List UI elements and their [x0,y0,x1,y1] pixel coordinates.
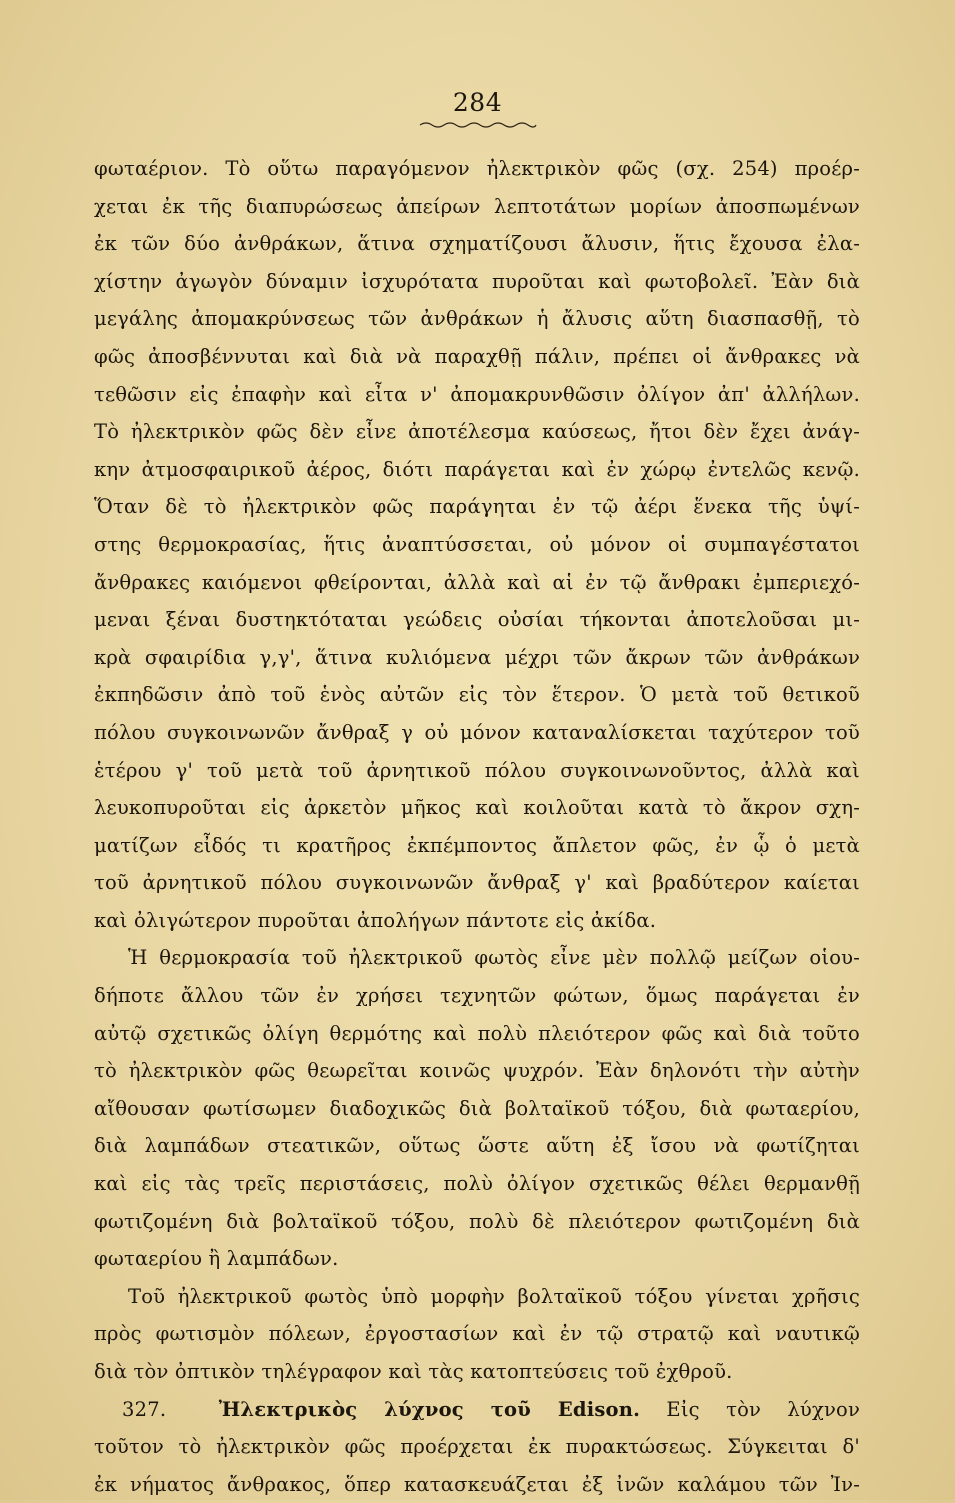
text-line: μεναι ξέναι δυστηκτόταται γεώδεις οὐσίαι τήκονται ἀποτελοῦσαι μι- [94,608,860,632]
page-number-flourish [418,121,538,129]
text-line: τοῦ ἀρνητικοῦ πόλου συγκοινωνῶν ἄνθραξ γ' καὶ βραδύτερον καίεται [94,871,860,895]
text-line: Τοῦ ἠλεκτρικοῦ φωτὸς ὑπὸ μορφὴν βολταϊκοῦ τόξου γίνεται χρῆσις [128,1284,860,1308]
text-line: Ὅταν δὲ τὸ ἠλεκτρικὸν φῶς παράγηται ἐν τῷ ἀέρι ἕνεκα τῆς ὑψί- [94,495,860,519]
text-line: χεται ἐκ τῆς διαπυρώσεως ἀπείρων λεπτοτάτων μορίων ἀποσπωμένων [94,194,860,218]
text-line: δήποτε ἄλλου τῶν ἐν χρήσει τεχνητῶν φώτων, ὅμως παράγεται ἐν [94,984,860,1008]
text-line: στης θερμοκρασίας, ἥτις ἀναπτύσσεται, οὐ μόνον οἱ συμπαγέστατοι [94,532,860,556]
section-first-line-rest: Εἰς τὸν λύχνον [666,1397,861,1421]
text-line: τοῦτον τὸ ἠλεκτρικὸν φῶς προέρχεται ἐκ πυρακτώσεως. Σύγκειται δ' [94,1435,860,1459]
text-line: καὶ ὀλιγώτερον πυροῦται ἀπολήγων πάντοτε εἰς ἀκίδα. [94,908,657,932]
section-body [94,1428,860,1503]
text-line: χίστην ἀγωγὸν δύναμιν ἰσχυρότατα πυροῦται καὶ φωτοβολεῖ. Ἐὰν διὰ [94,269,860,293]
page-number: 284 [452,88,503,117]
text-line: ἐκ νήματος ἄνθρακος, ὅπερ κατασκευάζεται ἐξ ἰνῶν καλάμου τῶν Ἰν- [94,1472,860,1496]
text-line: ἐκπηδῶσιν ἀπὸ τοῦ ἑνὸς αὐτῶν εἰς τὸν ἕτερον. Ὁ μετὰ τοῦ θετικοῦ [94,683,860,707]
page-text [94,150,860,1503]
section-number: 327. [122,1397,167,1421]
paragraph-2 [94,939,860,1277]
paragraph-3 [94,1278,860,1391]
section-heading-line [94,1391,860,1429]
text-line: κρὰ σφαιρίδια γ,γ', ἅτινα κυλιόμενα μέχρι τῶν ἄκρων τῶν ἀνθράκων [94,645,860,669]
text-line: ἐκ τῶν δύο ἀνθράκων, ἅτινα σχηματίζουσι ἄλυσιν, ἥτις ἔχουσα ἐλα- [94,232,860,256]
text-line: πρὸς φωτισμὸν πόλεων, ἐργοστασίων καὶ ἐν τῷ στρατῷ καὶ ναυτικῷ [94,1322,860,1346]
text-line: κην ἀτμοσφαιρικοῦ ἀέρος, διότι παράγεται καὶ ἐν χώρῳ ἐντελῶς κενῷ. [94,457,860,481]
text-line: φωταερίου ἢ λαμπάδων. [94,1247,339,1271]
text-line: ματίζων εἶδός τι κρατῆρος ἐκπέμποντος ἄπλετον φῶς, ἐν ᾧ ὁ μετὰ [94,833,860,857]
section-title: Ἠλεκτρικὸς λύχνος τοῦ Edison. [218,1397,641,1421]
text-line: ἄνθρακες καιόμενοι φθείρονται, ἀλλὰ καὶ αἱ ἐν τῷ ἄνθρακι ἐμπεριεχό- [94,570,860,594]
text-line: τεθῶσιν εἰς ἐπαφὴν καὶ εἶτα ν' ἀπομακρυνθῶσιν ὀλίγον ἀπ' ἀλλήλων. [94,382,860,406]
text-line: διὰ λαμπάδων στεατικῶν, οὕτως ὥστε αὕτη ἐξ ἴσου νὰ φωτίζηται [94,1134,860,1158]
text-line: διὰ τὸν ὀπτικὸν τηλέγραφον καὶ τὰς κατοπτεύσεις τοῦ ἐχθροῦ. [94,1360,733,1383]
text-line: μεγάλης ἀπομακρύνσεως τῶν ἀνθράκων ἡ ἄλυσις αὕτη διασπασθῇ, τὸ [94,307,860,331]
text-line: καὶ εἰς τὰς τρεῖς περιστάσεις, πολὺ ὀλίγον σχετικῶς θέλει θερμανθῇ [94,1172,860,1196]
text-line: λευκοπυροῦται εἰς ἀρκετὸν μῆκος καὶ κοιλοῦται κατὰ τὸ ἄκρον σχη- [94,796,860,820]
text-line: φωτιζομένη διὰ βολταϊκοῦ τόξου, πολὺ δὲ πλειότερον φωτιζομένη διὰ [94,1209,860,1233]
text-line: φωταέριον. Τὸ οὕτω παραγόμενον ἠλεκτρικὸν φῶς (σχ. 254) προέρ- [94,157,860,180]
text-line: φῶς ἀποσβέννυται καὶ διὰ νὰ παραχθῇ πάλιν, πρέπει οἱ ἄνθρακες νὰ [94,344,860,368]
text-line: ἑτέρου γ' τοῦ μετὰ τοῦ ἀρνητικοῦ πόλου συγκοινωνοῦντος, ἀλλὰ καὶ [94,758,860,782]
text-line: Τὸ ἠλεκτρικὸν φῶς δὲν εἶνε ἀποτέλεσμα καύσεως, ἤτοι δὲν ἔχει ἀνάγ- [94,420,860,444]
text-line: αὐτῷ σχετικῶς ὀλίγη θερμότης καὶ πολὺ πλειότερον φῶς καὶ διὰ τοῦτο [94,1021,860,1045]
text-line: τὸ ἠλεκτρικὸν φῶς θεωρεῖται κοινῶς ψυχρόν. Ἐὰν δηλονότι τὴν αὐτὴν [94,1059,860,1083]
text-line: αἴθουσαν φωτίσωμεν διαδοχικῶς διὰ βολταϊκοῦ τόξου, διὰ φωταερίου, [94,1096,860,1120]
text-line: πόλου συγκοινωνῶν ἄνθραξ γ οὐ μόνον καταναλίσκεται ταχύτερον τοῦ [94,720,860,744]
paragraph-1 [94,150,860,939]
text-line: Ἡ θερμοκρασία τοῦ ἠλεκτρικοῦ φωτὸς εἶνε μὲν πολλῷ μείζων οἱου- [128,946,860,970]
section-327 [94,1391,860,1503]
